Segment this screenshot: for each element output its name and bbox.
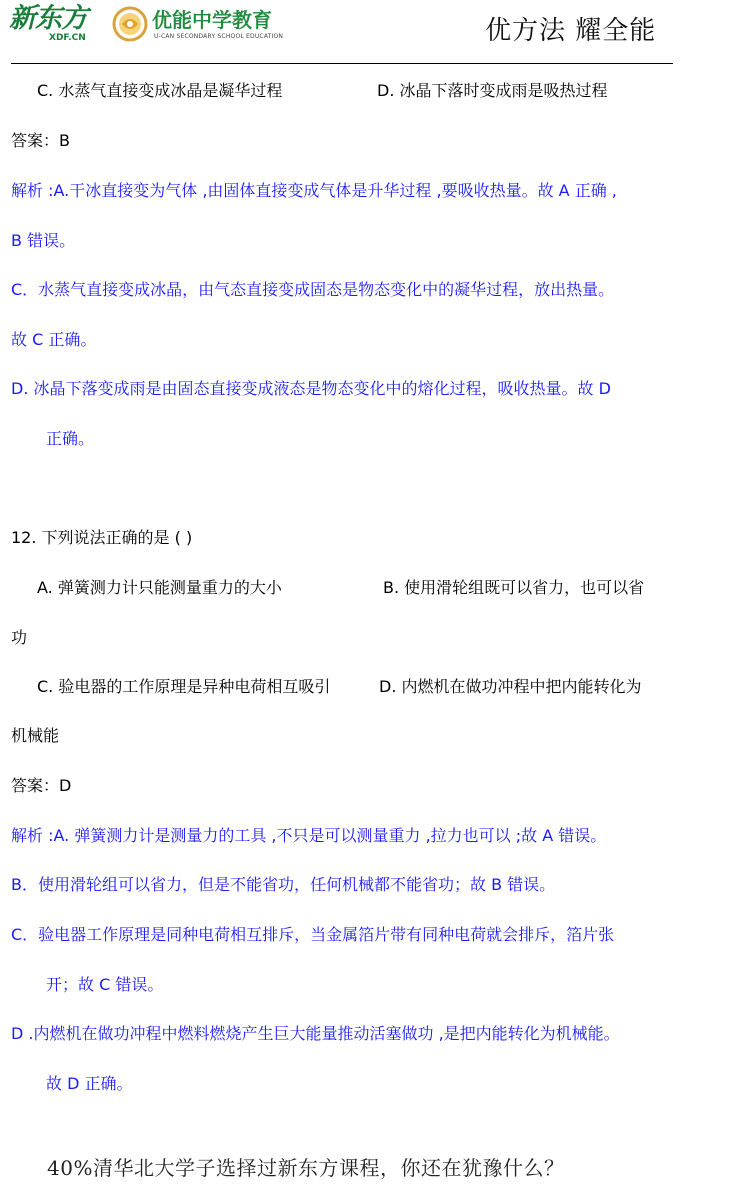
header-divider (11, 63, 673, 64)
xdf-logo (9, 4, 87, 43)
q11-option-c: C. 水蒸气直接变成冰晶是凝华过程 (37, 81, 283, 100)
ucan-emblem-icon (112, 6, 150, 42)
brand-title: 优能中学教育 (152, 8, 272, 32)
q11-analysis-line: D. 冰晶下落变成雨是由固态直接变成液态是物态变化中的熔化过程，吸收热量。故 D (11, 379, 611, 398)
q12-analysis-line: C．验电器工作原理是同种电荷相互排斥，当金属箔片带有同种电荷就会排斥，箔片张 (11, 925, 615, 944)
q12-option-d-continued: 机械能 (11, 726, 60, 745)
q12-analysis-line: 解析 :A. 弹簧测力计是测量力的工具 ,不只是可以测量重力 ,拉力也可以 ;故 A 错误。 (11, 826, 607, 845)
q12-question: 12. 下列说法正确的是 ( ) (11, 528, 193, 547)
q11-analysis-line: 解析 :A.干冰直接变为气体 ,由固体直接变成气体是升华过程 ,要吸收热量。故 A 正确 , (11, 181, 617, 200)
q12-option-d: D. 内燃机在做功冲程中把内能转化为 (379, 677, 642, 696)
q12-analysis-line: 开；故 C 错误。 (46, 975, 164, 994)
xdf-logo-text: 新东方 (9, 3, 87, 34)
q12-analysis-line: B．使用滑轮组可以省力，但是不能省功，任何机械都不能省功；故 B 错误。 (11, 875, 556, 894)
q12-option-b: B. 使用滑轮组既可以省力，也可以省 (383, 578, 645, 597)
q11-analysis-line: 正确。 (46, 429, 95, 448)
q12-option-c: C. 验电器的工作原理是异种电荷相互吸引 (37, 677, 331, 696)
q11-analysis-line: C．水蒸气直接变成冰晶，由气态直接变成固态是物态变化中的凝华过程，放出热量。 (11, 280, 615, 299)
q12-option-b-continued: 功 (11, 628, 28, 647)
page-header (0, 0, 750, 66)
xdf-logo-domain: XDF.CN (49, 33, 86, 43)
header-slogan: 优方法 耀全能 (485, 16, 657, 46)
footer-promo: 40%清华北大学子选择过新东方课程，你还在犹豫什么？ (47, 1156, 565, 1180)
q12-analysis-line: D .内燃机在做功冲程中燃料燃烧产生巨大能量推动活塞做功 ,是把内能转化为机械能。 (11, 1024, 620, 1043)
q12-option-a: A. 弹簧测力计只能测量重力的大小 (37, 578, 282, 597)
q12-analysis-line: 故 D 正确。 (46, 1074, 133, 1093)
q11-analysis-line: 故 C 正确。 (11, 330, 97, 349)
q12-answer: 答案：D (11, 776, 72, 795)
brand-subtitle: U-CAN SECONDARY SCHOOL EDUCATION (154, 33, 284, 40)
q11-answer: 答案：B (11, 131, 70, 150)
q11-analysis-line: B 错误。 (11, 231, 76, 250)
q11-option-d: D. 冰晶下落时变成雨是吸热过程 (377, 81, 608, 100)
